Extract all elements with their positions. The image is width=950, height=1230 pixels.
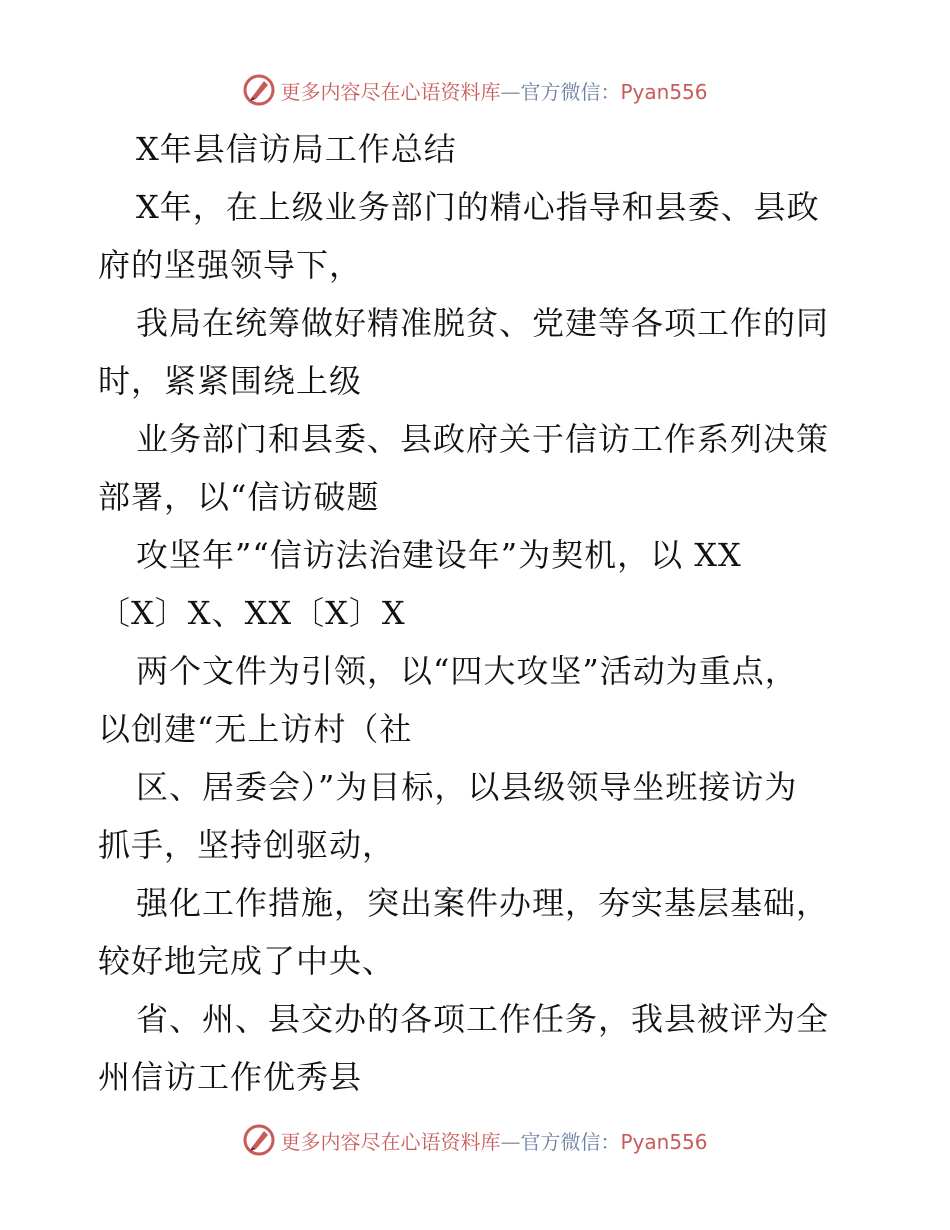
header-banner bbox=[0, 70, 950, 110]
document-title: X年县信访局工作总结 bbox=[136, 130, 457, 168]
text-line: 省、州、县交办的各项工作任务，我县被评为全 bbox=[136, 1000, 830, 1038]
text-line: 较好地完成了中央、 bbox=[98, 942, 396, 980]
text-line: 强化工作措施，突出案件办理，夯实基层基础， bbox=[136, 884, 830, 922]
text-line: 攻坚年”“信访法治建设年”为契机，以 XX bbox=[136, 536, 742, 574]
text-line: 部署，以“信访破题 bbox=[98, 478, 380, 516]
text-line: 抓手，坚持创驱动， bbox=[98, 826, 396, 864]
bookmark-pen-icon bbox=[242, 1123, 276, 1157]
banner-wechat-label: 官方微信： bbox=[520, 79, 621, 104]
banner-wechat-id: Pyan556 bbox=[620, 79, 708, 104]
banner-wechat-id: Pyan556 bbox=[620, 1129, 708, 1154]
text-line: 时，紧紧围绕上级 bbox=[98, 362, 363, 400]
text-line: 府的坚强领导下， bbox=[98, 246, 363, 284]
text-line: 州信访工作优秀县 bbox=[98, 1058, 363, 1096]
text-line: 我局在统筹做好精准脱贫、党建等各项工作的同 bbox=[136, 304, 830, 342]
footer-banner bbox=[0, 1120, 950, 1160]
bookmark-pen-icon bbox=[242, 73, 276, 107]
text-line: 〔X〕X、XX〔X〕X bbox=[98, 594, 406, 632]
text-line: 以创建“无上访村（社 bbox=[98, 710, 413, 748]
banner-site-text: 更多内容尽在心语资料库 bbox=[280, 1129, 501, 1154]
banner-separator: — bbox=[500, 1129, 521, 1154]
banner-separator: — bbox=[500, 79, 521, 104]
document-body bbox=[98, 120, 858, 1106]
banner-text bbox=[280, 76, 707, 105]
text-line: X年，在上级业务部门的精心指导和县委、县政 bbox=[136, 188, 820, 226]
banner-text bbox=[280, 1126, 707, 1155]
banner-wechat-label: 官方微信： bbox=[520, 1129, 621, 1154]
text-line: 业务部门和县委、县政府关于信访工作系列决策 bbox=[136, 420, 830, 458]
text-line: 两个文件为引领，以“四大攻坚”活动为重点， bbox=[136, 652, 798, 690]
banner-site-text: 更多内容尽在心语资料库 bbox=[280, 79, 501, 104]
text-line: 区、居委会）”为目标，以县级领导坐班接访为 bbox=[136, 768, 798, 806]
